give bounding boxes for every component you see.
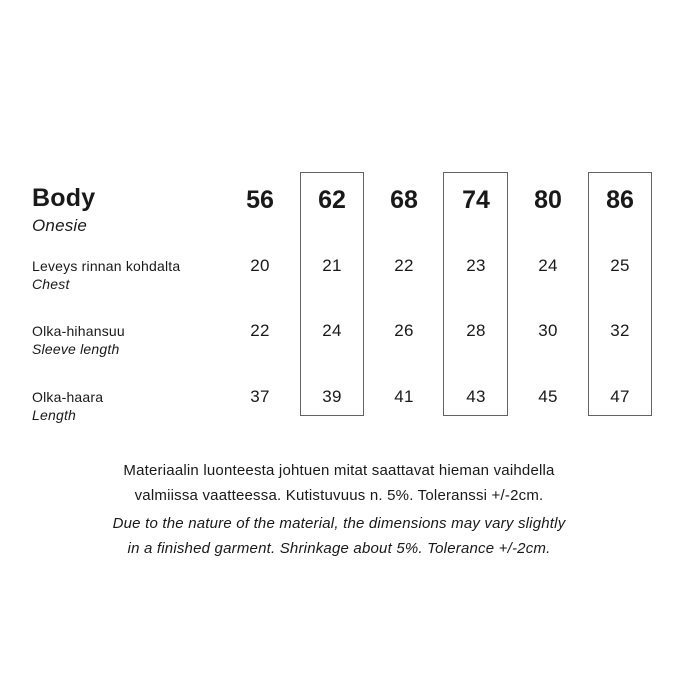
measurement-value: 24	[322, 321, 342, 340]
measurement-value: 24	[538, 256, 558, 275]
measurement-value: 22	[250, 321, 270, 340]
measurement-value: 47	[610, 387, 630, 406]
measurement-value: 32	[610, 321, 630, 340]
size-column-header-80: 80	[534, 186, 562, 214]
row-label-fi: Olka-hihansuu	[32, 323, 125, 339]
row-label-en: Sleeve length	[32, 341, 120, 357]
measurement-value: 25	[610, 256, 630, 275]
size-column-header-62: 62	[318, 186, 346, 214]
measurement-value: 26	[394, 321, 414, 340]
row-label-fi: Olka-haara	[32, 389, 104, 405]
measurement-value: 37	[250, 387, 270, 406]
measurement-value: 28	[466, 321, 486, 340]
row-label-length	[32, 387, 224, 437]
row-label-fi: Leveys rinnan kohdalta	[32, 258, 181, 274]
disclaimer-finnish	[0, 458, 678, 508]
measurement-value: 41	[394, 387, 414, 406]
row-label-en: Length	[32, 407, 77, 423]
measurement-value: 22	[394, 256, 414, 275]
row-label-chest	[32, 256, 224, 321]
disclaimer-block	[0, 458, 678, 561]
disclaimer-english	[0, 511, 678, 561]
measurement-value: 30	[538, 321, 558, 340]
measurement-value: 23	[466, 256, 486, 275]
measurement-value: 39	[322, 387, 342, 406]
size-column-header-74: 74	[462, 186, 490, 214]
size-column-header-86: 86	[606, 186, 634, 214]
size-chart-header	[32, 172, 224, 256]
disclaimer-en-line1: Due to the nature of the material, the dimensions may vary slightly	[112, 515, 566, 532]
size-chart-table	[32, 172, 656, 437]
size-column-header-56: 56	[246, 186, 274, 214]
measurement-value: 21	[322, 256, 342, 275]
size-chart-subtitle: Onesie	[32, 215, 88, 235]
row-label-sleeve-length	[32, 321, 224, 387]
disclaimer-fi-line1: Materiaalin luonteesta johtuen mitat saattavat hieman vaihdella	[123, 462, 555, 479]
measurement-value: 20	[250, 256, 270, 275]
size-column-header-68: 68	[390, 186, 418, 214]
disclaimer-fi-line2: valmiissa vaatteessa. Kutistuvuus n. 5%. Toleranssi +/-2cm.	[134, 487, 544, 504]
measurement-value: 45	[538, 387, 558, 406]
disclaimer-en-line2: in a finished garment. Shrinkage about 5%. Tolerance +/-2cm.	[127, 540, 551, 557]
size-chart-title: Body	[32, 184, 96, 212]
measurement-value: 43	[466, 387, 486, 406]
row-label-en: Chest	[32, 276, 70, 292]
